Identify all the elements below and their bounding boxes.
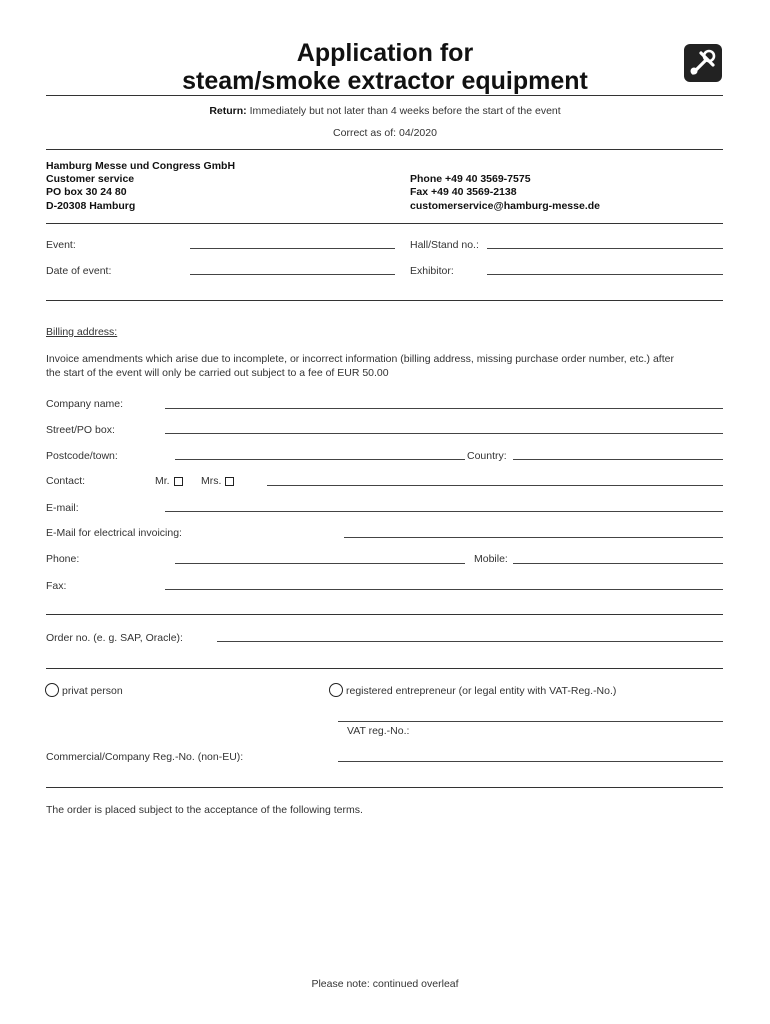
company-field[interactable] xyxy=(165,408,723,409)
postcode-field[interactable] xyxy=(175,459,465,460)
private-radio[interactable] xyxy=(45,683,59,697)
mrs-label: Mrs. xyxy=(201,475,222,487)
phone-field[interactable] xyxy=(175,563,465,564)
mr-checkbox[interactable] xyxy=(174,477,183,486)
divider-address-top xyxy=(46,149,723,150)
event-label: Event: xyxy=(46,239,76,251)
street-field[interactable] xyxy=(165,433,723,434)
street-label: Street/PO box: xyxy=(46,424,115,436)
fax-field[interactable] xyxy=(165,589,723,590)
billing-heading: Billing address: xyxy=(46,326,118,338)
commercial-field[interactable] xyxy=(338,761,723,762)
billing-notice-2: the start of the event will only be carried out subject to a fee of EUR 50.00 xyxy=(46,367,389,379)
address-dept: Customer service xyxy=(46,173,135,185)
correct-as-of: Correct as of: 04/2020 xyxy=(333,127,437,139)
contact-field[interactable] xyxy=(267,485,723,486)
address-pobox: PO box 30 24 80 xyxy=(46,186,127,198)
entrepreneur-radio[interactable] xyxy=(329,683,343,697)
hall-label: Hall/Stand no.: xyxy=(410,239,479,251)
billing-notice-1: Invoice amendments which arise due to incomplete, or incorrect information (billing address, missing purchase order number, etc.) after xyxy=(46,353,674,365)
divider-billing-top xyxy=(46,300,723,301)
contact-label: Contact: xyxy=(46,475,86,487)
vat-label: VAT reg.-No.: xyxy=(347,725,410,737)
fax-label: Fax: xyxy=(46,580,67,592)
mrs-option[interactable] xyxy=(201,475,234,487)
title-line-1: Application for xyxy=(296,39,474,67)
title-divider xyxy=(46,95,723,96)
title-line-2: steam/smoke extractor equipment xyxy=(182,67,588,95)
mobile-label: Mobile: xyxy=(474,553,508,565)
divider-customer-type xyxy=(46,668,723,669)
private-label: privat person xyxy=(62,685,123,697)
exhibitor-field[interactable] xyxy=(487,274,723,275)
commercial-label: Commercial/Company Reg.-No. (non-EU): xyxy=(46,751,244,763)
date-label: Date of event: xyxy=(46,265,112,277)
address-email: customerservice@hamburg-messe.de xyxy=(410,200,600,212)
mr-option[interactable] xyxy=(155,475,183,487)
mr-label: Mr. xyxy=(155,475,170,487)
address-city: D-20308 Hamburg xyxy=(46,200,136,212)
order-field[interactable] xyxy=(217,641,723,642)
mobile-field[interactable] xyxy=(513,563,723,564)
address-phone: Phone +49 40 3569-7575 xyxy=(410,173,531,185)
company-label: Company name: xyxy=(46,398,124,410)
einvoice-label: E-Mail for electrical invoicing: xyxy=(46,527,182,539)
return-line xyxy=(0,105,770,117)
mrs-checkbox[interactable] xyxy=(225,477,234,486)
exhibitor-label: Exhibitor: xyxy=(410,265,454,277)
phone-label: Phone: xyxy=(46,553,80,565)
divider-terms xyxy=(46,787,723,788)
divider-order-top xyxy=(46,614,723,615)
hall-field[interactable] xyxy=(487,248,723,249)
footer-note: Please note: continued overleaf xyxy=(311,978,459,990)
country-field[interactable] xyxy=(513,459,723,460)
event-field[interactable] xyxy=(190,248,395,249)
date-field[interactable] xyxy=(190,274,395,275)
address-fax: Fax +49 40 3569-2138 xyxy=(410,186,517,198)
email-label: E-mail: xyxy=(46,502,79,514)
entrepreneur-label: registered entrepreneur (or legal entity with VAT-Reg.-No.) xyxy=(346,685,617,697)
return-text: Immediately but not later than 4 weeks before the start of the event xyxy=(249,105,561,117)
country-label: Country: xyxy=(467,450,507,462)
vat-field[interactable] xyxy=(338,721,723,722)
address-company: Hamburg Messe und Congress GmbH xyxy=(46,160,236,172)
tools-icon xyxy=(684,44,722,82)
return-label: Return: xyxy=(209,105,247,117)
email-field[interactable] xyxy=(165,511,723,512)
postcode-label: Postcode/town: xyxy=(46,450,118,462)
divider-address-bottom xyxy=(46,223,723,224)
order-label: Order no. (e. g. SAP, Oracle): xyxy=(46,632,183,644)
einvoice-field[interactable] xyxy=(344,537,723,538)
terms-text: The order is placed subject to the acceptance of the following terms. xyxy=(46,804,363,816)
